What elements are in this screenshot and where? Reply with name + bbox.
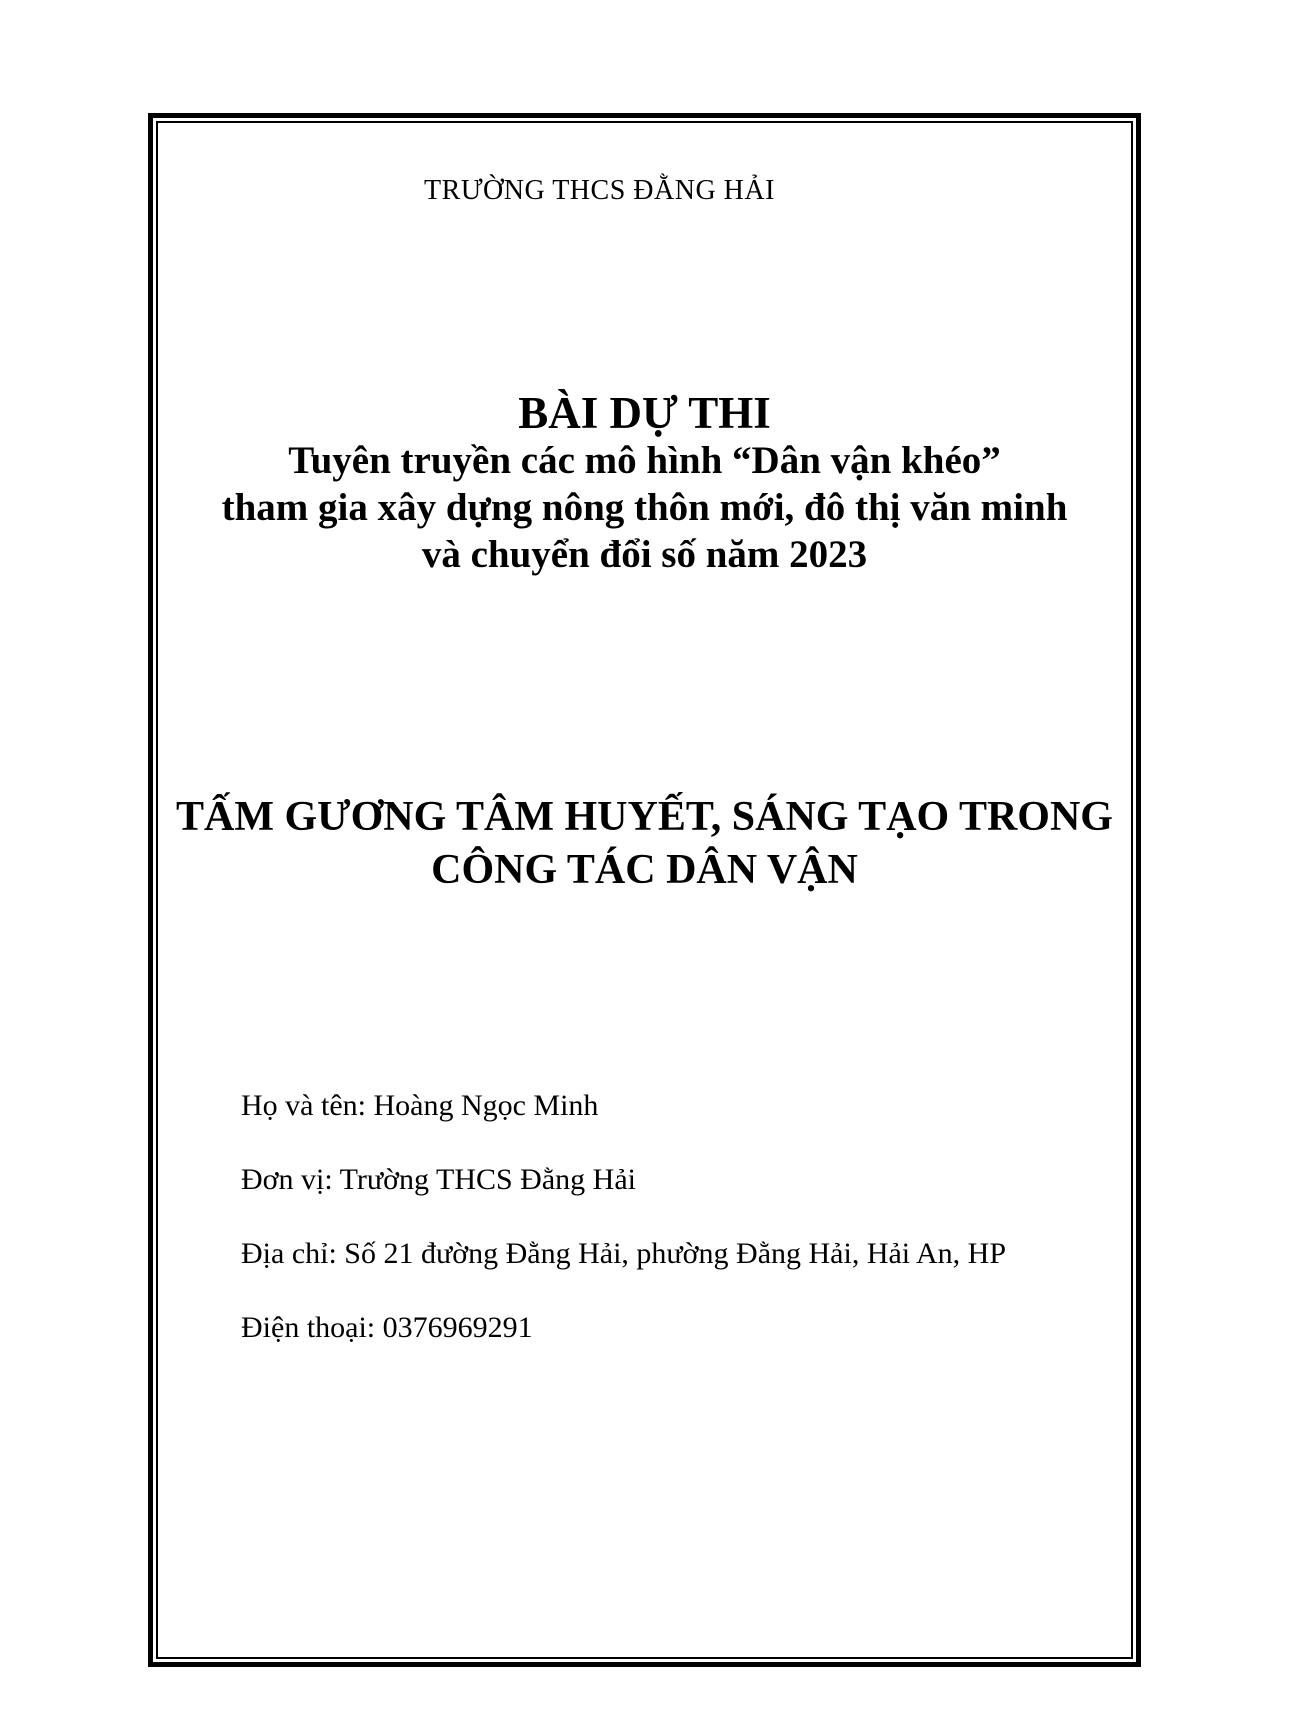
- author-name-line: Họ và tên: Hoàng Ngọc Minh: [241, 1089, 599, 1122]
- page-border-frame: [148, 113, 1141, 1667]
- contest-subtitle-line-2: tham gia xây dựng nông thôn mới, đô thị văn minh: [221, 486, 1068, 529]
- contest-subtitle-line-1: Tuyên truyền các mô hình “Dân vận khéo”: [288, 439, 1001, 482]
- contest-subtitle-line-3: và chuyển đổi số năm 2023: [421, 533, 868, 576]
- school-name: TRƯỜNG THCS ĐẰNG HẢI: [424, 175, 775, 206]
- entry-title-line-2: CÔNG TÁC DÂN VẬN: [431, 847, 858, 893]
- contest-title-block: [153, 390, 1136, 578]
- entry-title-line-1: TẤM GƯƠNG TÂM HUYẾT, SÁNG TẠO TRONG: [176, 794, 1113, 840]
- contest-title: BÀI DỰ THI: [518, 388, 771, 438]
- entry-title-block: [153, 791, 1136, 897]
- author-info-block: [241, 1090, 1006, 1386]
- author-address-line: Địa chỉ: Số 21 đường Đằng Hải, phường Đằng Hải, Hải An, HP: [241, 1237, 1006, 1270]
- author-phone-line: Điện thoại: 0376969291: [241, 1311, 533, 1344]
- author-unit-line: Đơn vị: Trường THCS Đằng Hải: [241, 1163, 636, 1196]
